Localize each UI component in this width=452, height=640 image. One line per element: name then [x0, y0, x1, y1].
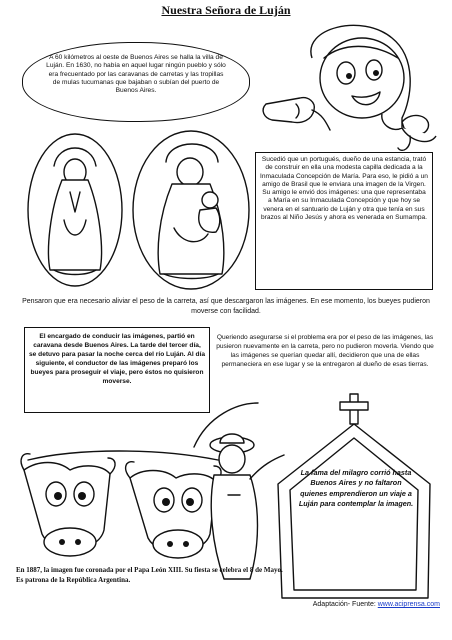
credit-label: Adaptación- Fuente:: [312, 601, 376, 608]
virgin-with-child-illustration: [130, 128, 252, 292]
carriage-paragraph: Pensaron que era necesario aliviar el peso de la carreta, así que descargaron las imágenes. En ese momento, los bueyes pudieron moverse con facilidad.: [22, 298, 430, 315]
cross-icon: [340, 394, 368, 424]
page-title: Nuestra Señora de Luján: [161, 3, 291, 17]
intro-speech-bubble: [22, 42, 250, 122]
girl-narrator-illustration: [252, 18, 448, 158]
credit-link[interactable]: www.aciprensa.com: [377, 601, 440, 608]
story-box: [255, 152, 433, 290]
fame-text: La fama del milagro corrió hasta Buenos Aires y no faltaron quienes emprendieron un viaje a Luján para contemplar la imagen.: [298, 468, 414, 509]
decision-paragraph: Queriendo asegurarse si el problema era por el peso de las imágenes, las pusieron nuevamente en la carreta, pero no pudieron moverla. Viendo que las imágenes se querían quedar allí, decidieron que una de ellas permaneciera en ese lugar y se la entregaron al dueño de esas tierras.: [216, 334, 434, 368]
intro-text: A 60 kilómetros al oeste de Buenos Aires se halla la villa de Luján. En 1630, no había en aquel lugar ningún pueblo y sólo era frecuentado por las caravanas de carretas y las tropillas de mulas tucumanas que bajaban o subían del puerto de Buenos Aires.: [46, 54, 226, 95]
credit-line: [240, 601, 440, 608]
caravan-box: [24, 327, 210, 413]
virgin-lujan-illustration: [24, 130, 126, 290]
caravan-text: El encargado de conducir las imágenes, partió en caravana desde Buenos Aires. La tarde del tercer día, se detuvo para pasar la noche cerca del río Luján. Al día siguiente, el conductor de las imágenes preparó los bueyes para proseguir el viaje, pero éstos no quisieron moverse.: [29, 333, 206, 386]
closing-paragraph: En 1887, la imagen fue coronada por el Papa León XIII. Su fiesta se celebra el 8 de Mayo. Es patrona de la República Argentina.: [16, 566, 283, 584]
story-text: Sucedió que un portugués, dueño de una estancia, trató de construir en ella una modesta capilla dedicada a la Inmaculada Concepción de María. Para eso, le pidió a un amigo de Brasil que le enviara una imagen de la Virgen. Su amigo le envió dos imágenes: una que representaba a María en su Inmaculada Concepción y que hoy se venera en el santuario de Luján y otra que tenía en sus brazos al Niño Jesús y ahora es venerada en Sumampa.: [260, 156, 428, 222]
